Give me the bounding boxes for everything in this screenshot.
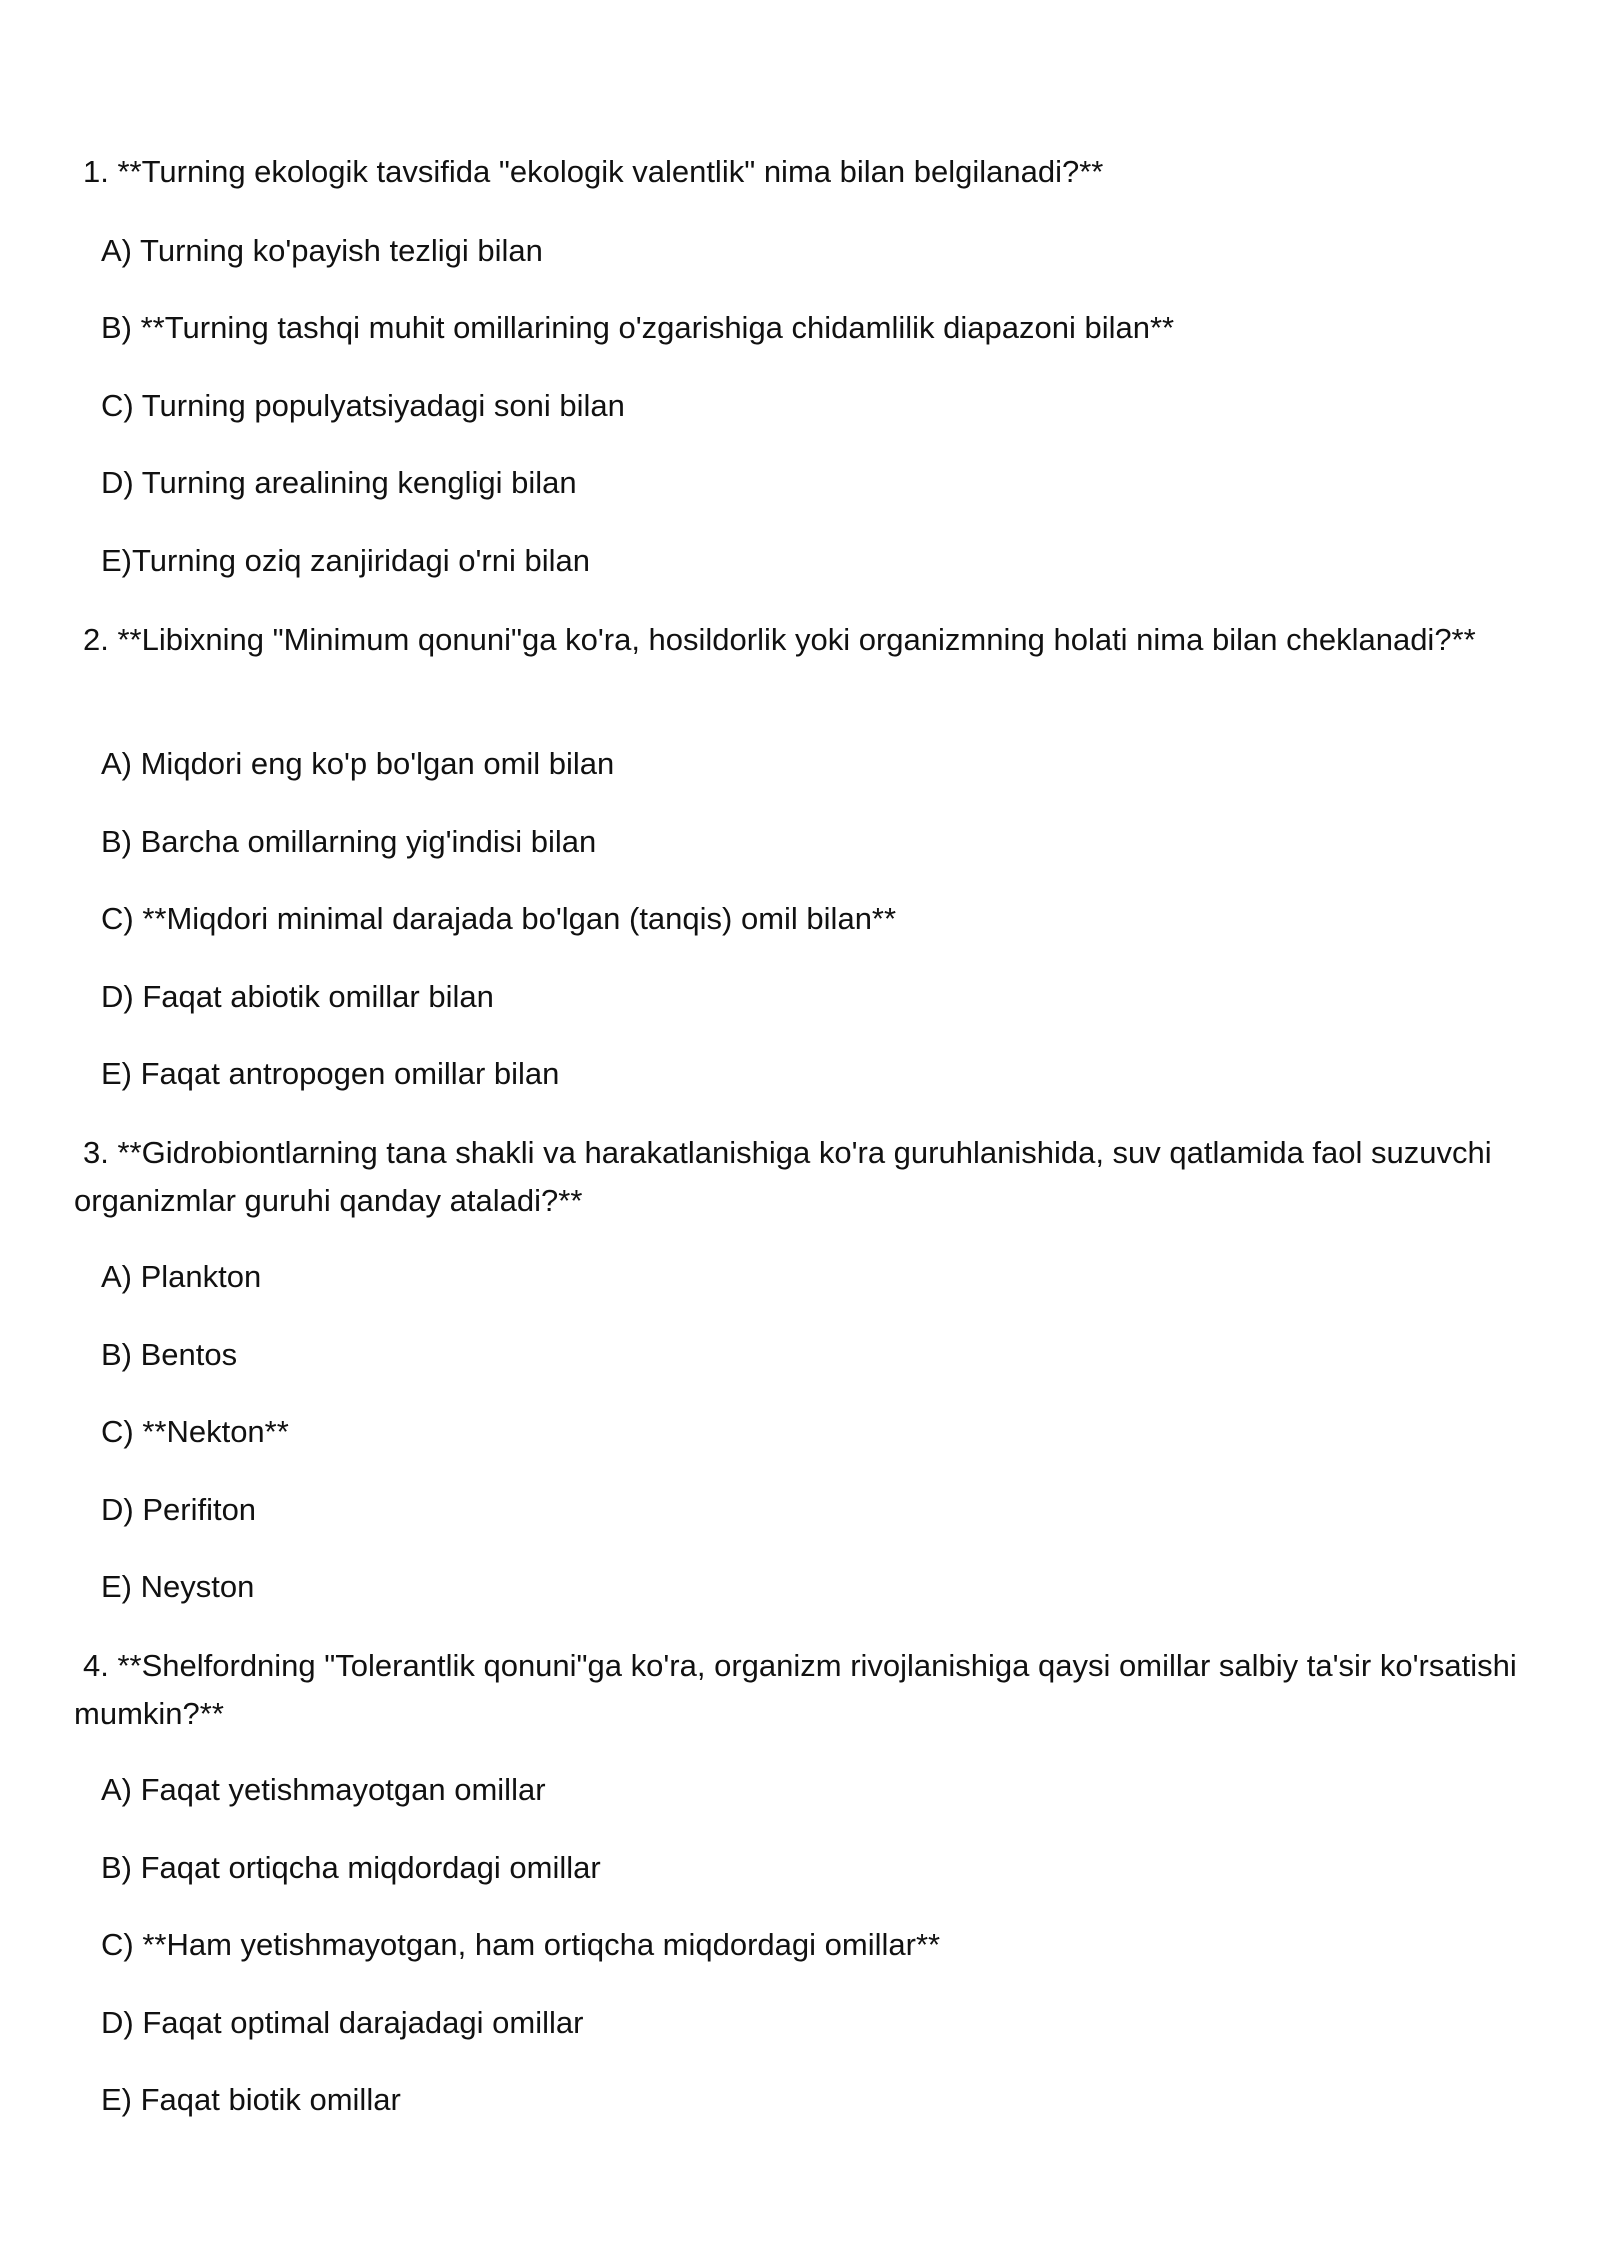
question-1-option-d: D) Turning arealining kengligi bilan	[101, 465, 577, 500]
question-4-option-d: D) Faqat optimal darajadagi omillar	[101, 2005, 584, 2040]
question-1-option-c: C) Turning populyatsiyadagi soni bilan	[101, 388, 625, 423]
question-3-option-d: D) Perifiton	[101, 1492, 257, 1527]
question-4-option-e: E) Faqat biotik omillar	[101, 2082, 401, 2117]
question-4-option-c: C) **Ham yetishmayotgan, ham ortiqcha miqdordagi omillar**	[101, 1927, 941, 1962]
question-4-text: 4. **Shelfordning "Tolerantlik qonuni"ga ko'ra, organizm rivojlanishiga qaysi omillar salbiy ta'sir ko'rsatishi mumkin?**	[74, 1648, 1517, 1731]
question-2-option-d: D) Faqat abiotik omillar bilan	[101, 979, 494, 1014]
question-1-option-e: E)Turning oziq zanjiridagi o'rni bilan	[101, 543, 590, 578]
question-2-text: 2. **Libixning "Minimum qonuni"ga ko'ra, hosildorlik yoki organizmning holati nima bilan cheklanadi?**	[83, 622, 1476, 657]
question-3-text: 3. **Gidrobiontlarning tana shakli va harakatlanishiga ko'ra guruhlanishida, suv qatlamida faol suzuvchi organizmlar guruhi qanday ataladi?**	[74, 1135, 1492, 1218]
question-2-option-c: C) **Miqdori minimal darajada bo'lgan (tanqis) omil bilan**	[101, 901, 897, 936]
question-1-option-b: B) **Turning tashqi muhit omillarining o'zgarishiga chidamlilik diapazoni bilan**	[101, 310, 1175, 345]
question-2-option-a: A) Miqdori eng ko'p bo'lgan omil bilan	[101, 746, 615, 781]
question-4-option-a: A) Faqat yetishmayotgan omillar	[101, 1772, 546, 1807]
question-2-option-b: B) Barcha omillarning yig'indisi bilan	[101, 824, 597, 859]
question-1-option-a: A) Turning ko'payish tezligi bilan	[101, 233, 543, 268]
question-1-text: 1. **Turning ekologik tavsifida "ekologik valentlik" nima bilan belgilanadi?**	[83, 154, 1104, 189]
question-2-option-e: E) Faqat antropogen omillar bilan	[101, 1056, 560, 1091]
question-3-option-e: E) Neyston	[101, 1569, 255, 1604]
question-3-option-a: A) Plankton	[101, 1259, 262, 1294]
question-3-option-b: B) Bentos	[101, 1337, 238, 1372]
question-3-option-c: C) **Nekton**	[101, 1414, 289, 1449]
question-4-option-b: B) Faqat ortiqcha miqdordagi omillar	[101, 1850, 601, 1885]
